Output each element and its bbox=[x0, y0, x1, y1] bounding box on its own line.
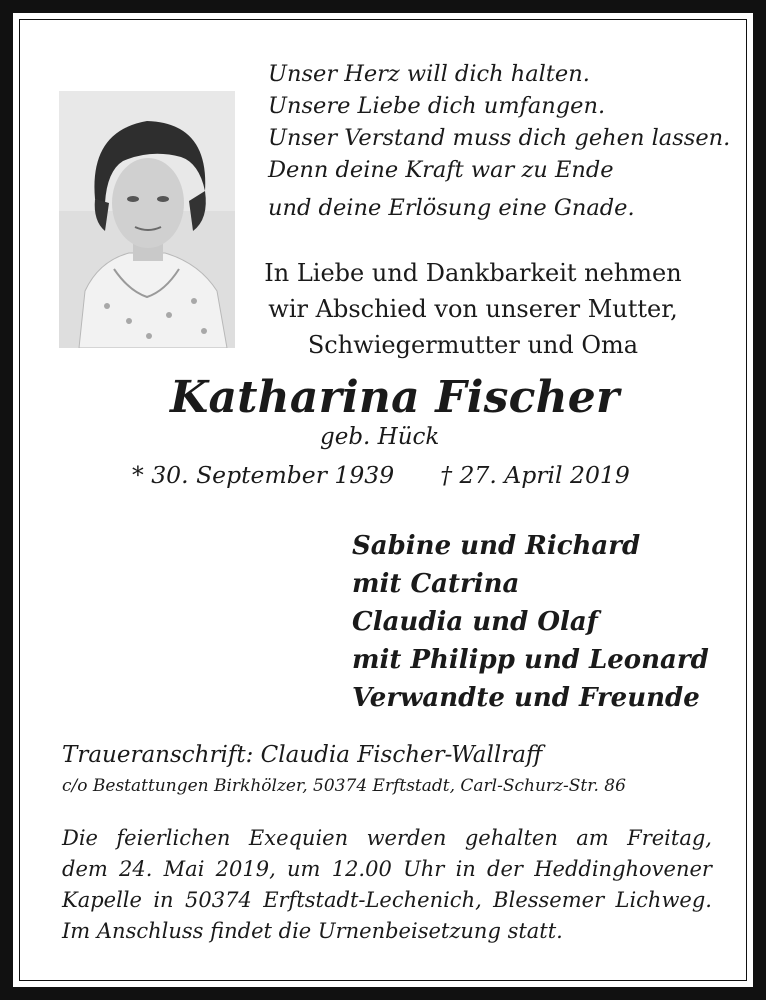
mourners-list bbox=[352, 527, 709, 717]
life-dates bbox=[132, 459, 630, 491]
word: in bbox=[153, 888, 174, 912]
intro-line: wir Abschied von unserer Mutter, bbox=[268, 295, 678, 323]
word: Kapelle bbox=[62, 888, 142, 912]
mourning-address: Traueranschrift: Claudia Fischer-Wallraff bbox=[62, 742, 543, 768]
poem bbox=[268, 58, 730, 224]
word: Erftstadt-Lechenich, bbox=[263, 888, 482, 912]
word: werden bbox=[366, 826, 447, 850]
birth-date: * 30. September 1939 bbox=[132, 461, 395, 489]
word: Freitag, bbox=[627, 826, 712, 850]
mourner-line: Sabine und Richard bbox=[352, 531, 641, 561]
death-date: † 27. April 2019 bbox=[440, 461, 630, 489]
mourner-line: Claudia und Olaf bbox=[352, 607, 598, 637]
word: 24. bbox=[119, 857, 153, 881]
mourner-line: mit Philipp und Leonard bbox=[352, 645, 709, 675]
mourning-address-detail: c/o Bestattungen Birkhölzer, 50374 Erftstadt, Carl-Schurz-Str. 86 bbox=[62, 776, 626, 796]
deceased-name: Katharina Fischer bbox=[170, 372, 620, 423]
intro-line: In Liebe und Dankbarkeit nehmen bbox=[264, 259, 682, 287]
word: Die bbox=[62, 826, 98, 850]
word: der bbox=[487, 857, 523, 881]
service-line: Im Anschluss findet die Urnenbeisetzung statt. bbox=[62, 919, 563, 943]
word: Uhr bbox=[403, 857, 445, 881]
word: 2019, bbox=[215, 857, 276, 881]
mourner-line: Verwandte und Freunde bbox=[352, 683, 700, 713]
portrait-photo bbox=[59, 91, 235, 348]
service-line bbox=[62, 885, 712, 916]
word: Lichweg. bbox=[615, 888, 712, 912]
word: Blessemer bbox=[493, 888, 605, 912]
maiden-name: geb. Hück bbox=[320, 424, 440, 450]
poem-line: Denn deine Kraft war zu Ende bbox=[268, 157, 614, 183]
word: dem bbox=[62, 857, 108, 881]
word: Heddinghovener bbox=[534, 857, 712, 881]
service-line bbox=[62, 823, 712, 854]
intro-line: Schwiegermutter und Oma bbox=[307, 331, 639, 359]
word: Mai bbox=[163, 857, 205, 881]
word: am bbox=[576, 826, 609, 850]
funeral-service-notice bbox=[62, 823, 712, 947]
farewell-intro bbox=[228, 255, 718, 363]
word: in bbox=[455, 857, 476, 881]
word: feierlichen bbox=[116, 826, 231, 850]
word: 12.00 bbox=[331, 857, 392, 881]
word: gehalten bbox=[464, 826, 558, 850]
word: 50374 bbox=[184, 888, 252, 912]
word: Exequien bbox=[248, 826, 349, 850]
service-line bbox=[62, 854, 712, 885]
word: um bbox=[287, 857, 321, 881]
poem-line: Unsere Liebe dich umfangen. bbox=[268, 93, 606, 119]
mourner-line: mit Catrina bbox=[352, 569, 520, 599]
poem-line: Unser Herz will dich halten. bbox=[268, 61, 590, 87]
poem-line: Unser Verstand muss dich gehen lassen. bbox=[268, 125, 731, 151]
poem-line: und deine Erlösung eine Gnade. bbox=[268, 195, 635, 221]
